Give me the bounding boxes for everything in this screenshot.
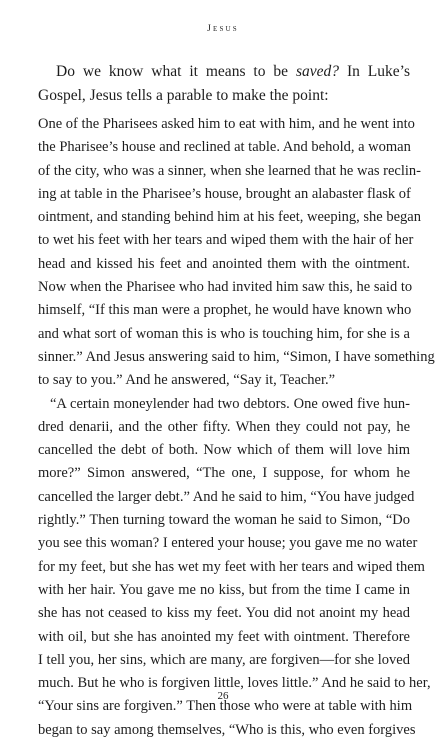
quote-line: cancelled the debt of both. Now which of them will love him: [38, 442, 410, 459]
quote-line: with oil, but she has anointed my feet with ointment. Therefore: [38, 628, 410, 645]
quote-line: began to say among themselves, “Who is this, who even forgives: [38, 721, 416, 738]
quote-line: of the city, who was a sinner, when she learned that he was reclin-: [38, 162, 421, 179]
quote-line: “Your sins are forgiven.” Then those who were at table with him: [38, 698, 413, 715]
quote-line: and what sort of woman this is who is touching him, for she is a: [38, 325, 410, 342]
page-number: 26: [217, 690, 229, 702]
quote-line: to wet his feet with her tears and wiped them with the hair of her: [38, 232, 414, 249]
quote-line: One of the Pharisees asked him to eat with him, and he went into: [38, 116, 415, 132]
running-head: Jesus: [207, 24, 239, 34]
quote-line: for my feet, but she has wet my feet with her tears and wiped them: [38, 558, 425, 575]
quote-line: more?” Simon answered, “The one, I suppose, for whom he: [38, 465, 410, 482]
quote-line: ointment, and standing behind him at his feet, weeping, she began: [38, 209, 421, 226]
intro-emphasis: saved?: [295, 63, 340, 80]
quote-line: the Pharisee’s house and reclined at table. And behold, a woman: [38, 139, 411, 156]
block-quote: [38, 113, 435, 742]
quote-line: with her hair. You gave me no kiss, but from the time I came in: [38, 581, 410, 598]
quote-line: sinner.” And Jesus answering said to him, “Simon, I have something: [38, 348, 435, 365]
quote-line: I tell you, her sins, which are many, are forgiven—for she loved: [38, 651, 410, 668]
quote-line: head and kissed his feet and anointed them with the ointment.: [38, 255, 410, 272]
quote-line: ing at table in the Pharisee’s house, brought an alabaster flask of: [38, 185, 411, 202]
quote-line: “A certain moneylender had two debtors. One owed five hun-: [50, 395, 410, 412]
intro-text-end: In Luke’s Gospel, Jesus tells a parable to make the point:: [38, 63, 410, 104]
quote-line: much. But he who is forgiven little, loves little.” And he said to her,: [38, 675, 431, 692]
quote-line: to say to you.” And he answered, “Say it, Teacher.”: [38, 372, 336, 389]
quote-line: she has not ceased to kiss my feet. You did not anoint my head: [38, 605, 410, 622]
intro-text-start: Do we know what it means to be: [56, 63, 296, 80]
quote-line: rightly.” Then turning toward the woman he said to Simon, “Do: [38, 512, 410, 529]
quote-line: himself, “If this man were a prophet, he would have known who: [38, 302, 412, 319]
quote-line: Now when the Pharisee who had invited him saw this, he said to: [38, 279, 413, 296]
quote-line: dred denarii, and the other fifty. When they could not pay, he: [38, 418, 410, 435]
quote-line: you see this woman? I entered your house; you gave me no water: [38, 535, 418, 552]
quote-line: cancelled the larger debt.” And he said to him, “You have judged: [38, 488, 415, 505]
intro-paragraph: [38, 60, 410, 107]
